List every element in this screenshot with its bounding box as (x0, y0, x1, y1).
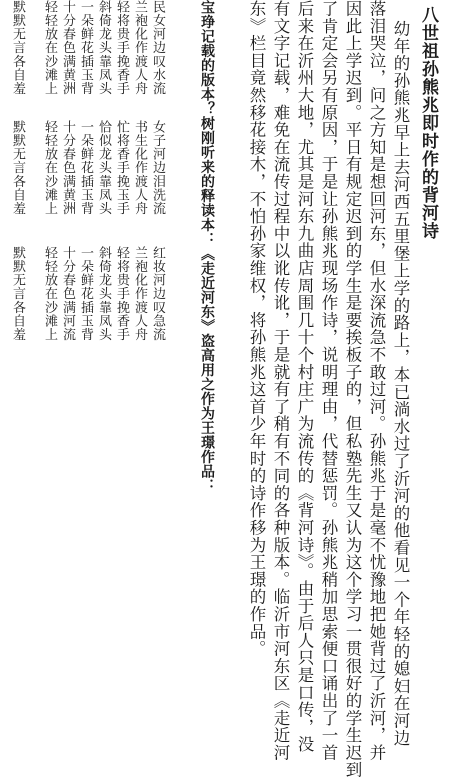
poem-line: 一朵鲜花插玉背 (78, 246, 93, 342)
poem-line: 斜倚龙头靠凤头 (96, 246, 111, 342)
poem-line: 十分春色满黄洲 (60, 120, 75, 216)
poem-line: 一朵鲜花插玉背 (78, 0, 93, 96)
poem-line: 轻轻放在沙滩上 (42, 120, 57, 216)
poem-line: 默默无言各自羞 (10, 120, 25, 216)
poem-line: 红妆河边叹急流 (150, 246, 165, 342)
poem-line: 恰似龙头靠凤头 (96, 120, 111, 216)
poem-line: 书生化作渡人舟 (132, 120, 147, 216)
poem-line: 忙将香手挽玉手 (114, 120, 129, 216)
paragraph-column: 幼年的孙熊兆早上去河西五里堡上学的路上，本已淌水过了沂河的他看见一个年轻的媳妇在河边 (391, 20, 410, 747)
paragraph-column: 了肯定会另有原因，于是让孙熊兆现场作诗，说明理由，代替惩罚。孙熊兆稍加思索便口诵出了一首 (319, 0, 338, 762)
poem-line: 轻轻放在沙滩上 (42, 0, 57, 96)
paragraph-column: 因此上学迟到。平日有规定迟到的学生是要挨板子的，但私塾先生又认为这个学习一贯很好的学生迟到 (343, 0, 362, 779)
poem-line: 轻将贵手挽香手 (114, 246, 129, 342)
poem-line: 兰袍化作渡人舟 (132, 0, 147, 96)
poem-line: 兰袍化作渡人舟 (132, 246, 147, 342)
poem-line: 斜倚龙头靠凤头 (96, 0, 111, 96)
page-title: 八世祖孙熊兆即时作的背河诗 (418, 6, 438, 240)
versions-heading: 宝琤记载的版本？树刚听来的释读本：《走近河东》盗高用之作为王璟作品： (199, 0, 215, 493)
paragraph-column: 有文字记载，难免在流传过程中以讹传讹，于是就有了稍有不同的各种版本。临沂市河东区《走近河 (271, 0, 290, 762)
poem-line: 女子河边泪洗流 (150, 120, 165, 216)
poem-line: 十分春色满河流 (60, 246, 75, 342)
poem-line: 默默无言各自羞 (10, 0, 25, 96)
poem-line: 轻轻放在沙滩上 (42, 246, 57, 342)
poem-line: 民女河边叹水流 (150, 0, 165, 96)
paragraph-column: 东》栏目竟然移花接木，不怕孙家维权，将孙熊兆这首少年时的诗作移为王璟的作品。 (247, 0, 266, 658)
poem-line: 一朵鲜花插玉背 (78, 120, 93, 216)
poem-line: 默默无言各自羞 (10, 246, 25, 342)
poem-line: 十分春色满黄洲 (60, 0, 75, 96)
paragraph-column: 落泪哭泣，问之方知是想回河东，但水深流急不敢过河。孙熊兆于是毫不忧豫地把她背过了沂河，并 (367, 0, 386, 762)
paragraph-column: 后来在沂州大地，尤其是河东九曲店周围几十个村庄广为流传的《背河诗》。由于后人只是口传，没 (295, 0, 314, 753)
poem-line: 轻将贵手挽香手 (114, 0, 129, 96)
